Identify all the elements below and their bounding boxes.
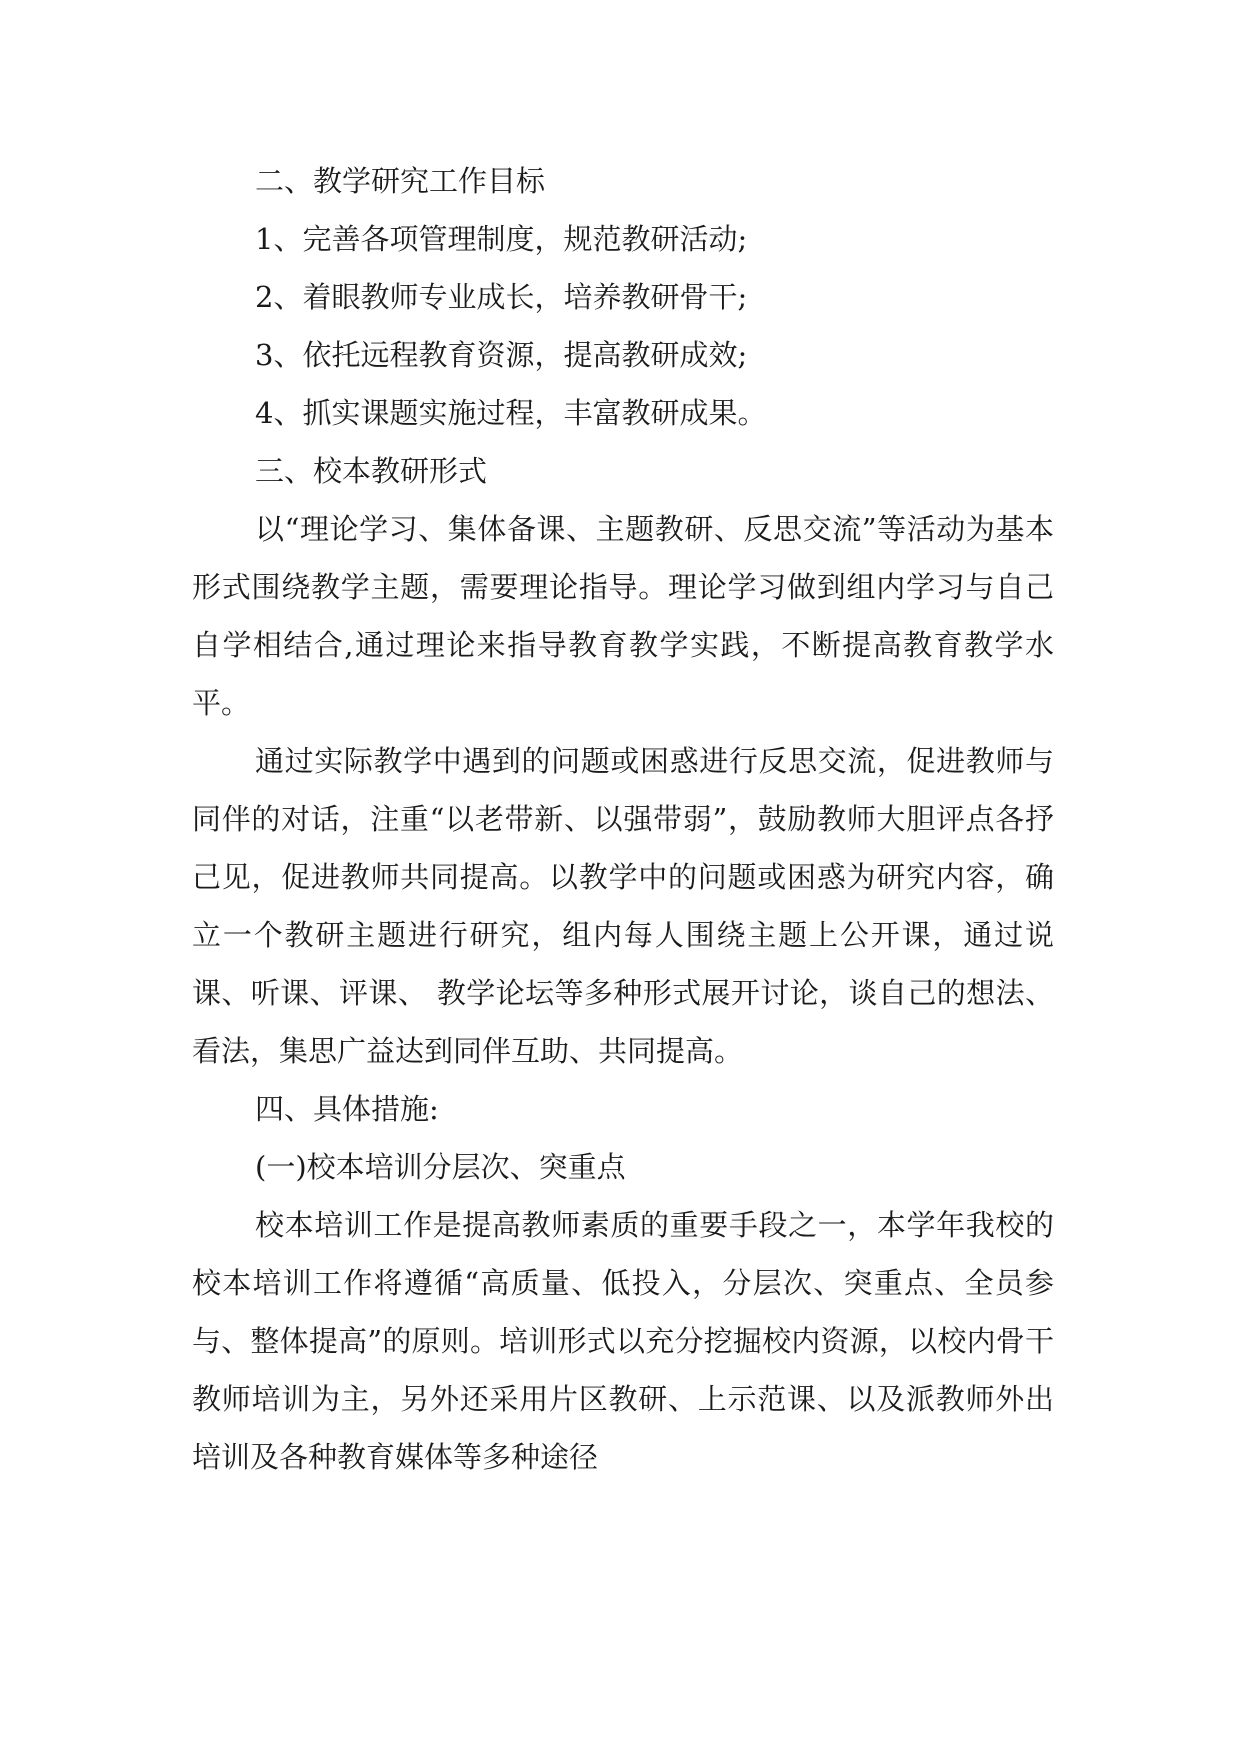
section-heading-measures: 四、具体措施: [255,1092,439,1126]
document-body [192,152,1054,1486]
goal-item-4: 4、抓实课题实施过程，丰富教研成果。 [255,396,767,430]
paragraph-reflection-exchange: 通过实际教学中遇到的问题或困惑进行反思交流，促进教师与同伴的对话，注重“以老带新、以强带弱”，鼓励教师大胆评点各抒己见，促进教师共同提高。以教学中的问题或困惑为研究内容，确立一个教研主题进行研究，组内每人围绕主题上公开课，通过说课、听课、评课、 教学论坛等多种形式展开讨论，谈自己的想法、看法，集思广益达到同伴互助、共同提高。 [192,744,1054,1068]
section-heading-forms: 三、校本教研形式 [255,454,488,488]
goal-item-2: 2、着眼教师专业成长，培养教研骨干; [255,280,748,314]
section-heading-goals: 二、教学研究工作目标 [255,164,546,198]
goal-item-3: 3、依托远程教育资源，提高教研成效; [255,338,748,372]
goal-item-1: 1、完善各项管理制度，规范教研活动; [255,222,748,256]
paragraph-school-training: 校本培训工作是提高教师素质的重要手段之一，本学年我校的校本培训工作将遵循“高质量、低投入，分层次、突重点、全员参与、整体提高”的原则。培训形式以充分挖掘校内资源，以校内骨干教师培训为主，另外还采用片区教研、上示范课、以及派教师外出培训及各种教育媒体等多种途径 [192,1208,1054,1474]
subsection-heading-training: (一)校本培训分层次、突重点 [255,1150,626,1184]
paragraph-theory-study: 以“理论学习、集体备课、主题教研、反思交流”等活动为基本形式围绕教学主题，需要理论指导。理论学习做到组内学习与自己自学相结合,通过理论来指导教育教学实践，不断提高教育教学水平。 [192,512,1054,720]
